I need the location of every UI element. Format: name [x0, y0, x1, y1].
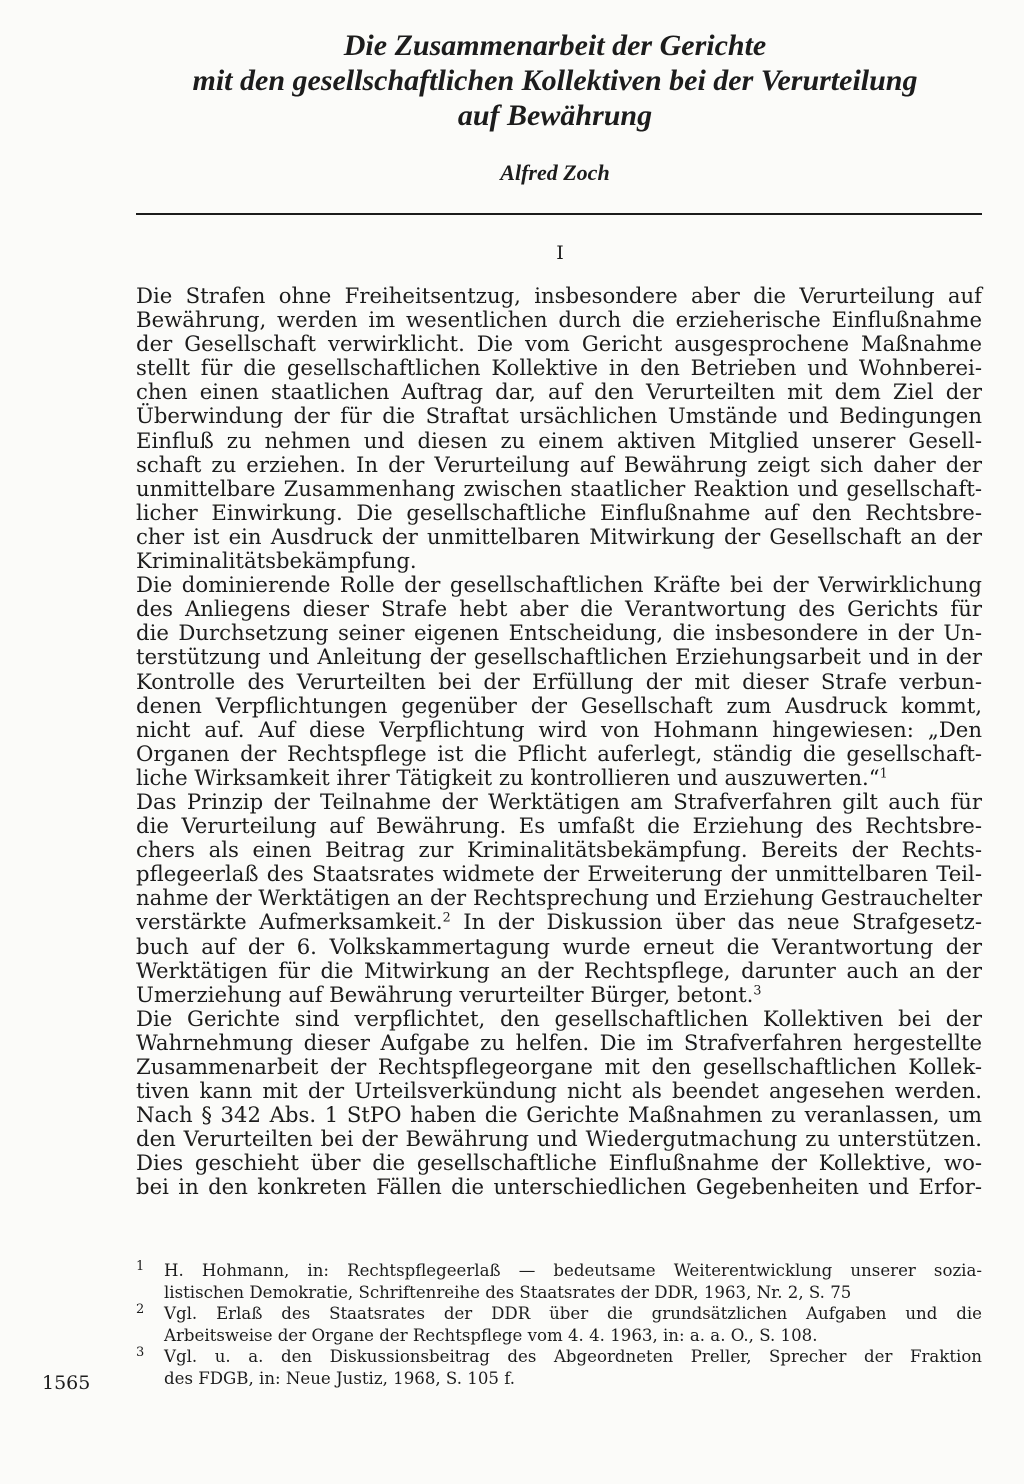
text-line: bei in den konkreten Fällen die unterschiedlichen Gegebenheiten und Erfor-	[136, 1174, 982, 1200]
text-line: die Verurteilung auf Bewährung. Es umfaßt die Erziehung des Rechtsbre-	[136, 813, 982, 839]
title-line: mit den gesellschaftlichen Kollektiven bei der Verurteilung	[192, 64, 918, 97]
footnotes	[136, 1260, 982, 1389]
footnote	[136, 1346, 982, 1389]
page-number: 1565	[42, 1372, 91, 1394]
author-name: Alfred Zoch	[500, 160, 610, 185]
text-line: chen einen staatlichen Auftrag dar, auf den Verurteilten mit dem Ziel der	[136, 379, 982, 405]
text-line: licher Einwirkung. Die gesellschaftliche Einflußnahme auf den Rechtsbre-	[136, 499, 982, 525]
footnote-line: Arbeitsweise der Organe der Rechtspflege vom 4. 4. 1963, in: a. a. O., S. 108.	[164, 1325, 818, 1345]
footnote-number: 1	[136, 1259, 145, 1274]
text-line: terstützung und Anleitung der gesellschaftlichen Erziehungsarbeit und in der	[136, 644, 982, 670]
footnote-line: listischen Demokratie, Schriftenreihe des Staatsrates der DDR, 1963, Nr. 2, S. 75	[164, 1282, 852, 1302]
footnote-line: Vgl. Erlaß des Staatsrates der DDR über die grundsätzlichen Aufgaben und die	[164, 1304, 982, 1323]
text-line: cher ist ein Ausdruck der unmittelbaren Mitwirkung der Gesellschaft an der	[136, 523, 982, 549]
text-line: Kriminalitätsbekämpfung.	[136, 548, 417, 574]
text-line	[136, 910, 982, 934]
text-line: chers als einen Beitrag zur Kriminalitätsbekämpfung. Bereits der Rechts-	[136, 837, 982, 863]
text-line: die Durchsetzung seiner eigenen Entscheidung, die insbesondere in der Un-	[136, 620, 982, 646]
text-line: tiven kann mit der Urteilsverkündung nicht als beendet angesehen werden.	[136, 1078, 982, 1104]
footnote-number: 3	[136, 1345, 145, 1360]
text-line: Wahrnehmung dieser Aufgabe zu helfen. Die im Strafverfahren hergestellte	[136, 1029, 982, 1055]
text-line	[136, 983, 982, 1007]
paragraph	[136, 284, 982, 573]
text-fragment: liche Wirksamkeit ihrer Tätigkeit zu kontrollieren und auszuwerten.“	[136, 764, 880, 790]
text-line: denen Verpflichtungen gegenüber der Gesellschaft zum Ausdruck kommt,	[136, 692, 982, 718]
text-line: Bewährung, werden im wesentlichen durch die erzieherische Einflußnahme	[136, 307, 982, 333]
footnote	[136, 1260, 982, 1303]
text-line: nicht auf. Auf diese Verpflichtung wird von Hohmann hingewiesen: „Den	[136, 716, 982, 742]
text-line: des Anliegens dieser Strafe hebt aber die Verantwortung des Gerichts für	[136, 596, 982, 622]
text-line: Einfluß zu nehmen und diesen zu einem aktiven Mitglied unserer Gesell-	[136, 427, 982, 453]
text-line: buch auf der 6. Volkskammertagung wurde erneut die Verantwortung der	[136, 933, 982, 959]
title-line: Die Zusammenarbeit der Gerichte	[343, 29, 767, 62]
text-line: stellt für die gesellschaftlichen Kollektive in den Betrieben und Wohnberei-	[136, 355, 982, 381]
paragraph	[136, 573, 982, 790]
text-fragment: verstärkte Aufmerksamkeit.	[136, 909, 443, 935]
footnote-line: H. Hohmann, in: Rechtspflegeerlaß — bedeutsame Weiterentwicklung unserer sozia-	[164, 1261, 982, 1280]
title-line: auf Bewährung	[457, 99, 653, 132]
footnote-marker[interactable]: 3	[753, 982, 762, 998]
text-line: Das Prinzip der Teilnahme der Werktätigen am Strafverfahren gilt auch für	[136, 788, 982, 814]
text-line: den Verurteilten bei der Bewährung und Wiedergutmachung zu unterstützen.	[136, 1126, 982, 1152]
footnote	[136, 1303, 982, 1346]
text-fragment: In der Diskussion über das neue Strafgesetz-	[450, 909, 982, 935]
footnote-marker[interactable]: 2	[442, 909, 451, 925]
text-line: unmittelbare Zusammenhang zwischen staatlicher Reaktion und gesellschaft-	[136, 475, 982, 501]
text-line: Zusammenarbeit der Rechtspflegeorgane mit den gesellschaftlichen Kollek-	[136, 1054, 982, 1079]
text-line: Die Strafen ohne Freiheitsentzug, insbesondere aber die Verurteilung auf	[136, 283, 982, 308]
text-line: der Gesellschaft verwirklicht. Die vom Gericht ausgesprochene Maßnahme	[136, 331, 982, 357]
article-title	[130, 28, 980, 133]
text-line: nahme der Werktätigen an der Rechtsprechung und Erziehung Gestrauchelter	[136, 885, 982, 911]
text-line: Werktätigen für die Mitwirkung an der Rechtspflege, darunter auch an der	[136, 957, 982, 983]
paragraph	[136, 790, 982, 1007]
text-line: pflegeerlaß des Staatsrates widmete der Erweiterung der unmittelbaren Teil-	[136, 861, 982, 887]
text-line: Dies geschieht über die gesellschaftliche Einflußnahme der Kollektive, wo-	[136, 1150, 982, 1176]
text-line: Nach § 342 Abs. 1 StPO haben die Gerichte Maßnahmen zu veranlassen, um	[136, 1102, 982, 1128]
text-line: schaft zu erziehen. In der Verurteilung auf Bewährung zeigt sich daher der	[136, 451, 982, 477]
footnote-number: 2	[136, 1302, 145, 1317]
article-body	[136, 284, 982, 1200]
section-number: I	[556, 242, 564, 264]
text-line: Kontrolle des Verurteilten bei der Erfüllung der mit dieser Strafe verbun-	[136, 668, 982, 694]
text-line: Organen der Rechtspflege ist die Pflicht auferlegt, ständig die gesellschaft-	[136, 740, 982, 766]
text-line: Die dominierende Rolle der gesellschaftlichen Kräfte bei der Verwirklichung	[136, 572, 982, 598]
text-line: Die Gerichte sind verpflichtet, den gesellschaftlichen Kollektiven bei der	[136, 1005, 982, 1031]
paragraph	[136, 1007, 982, 1200]
footnote-line: des FDGB, in: Neue Justiz, 1968, S. 105 f.	[164, 1368, 516, 1388]
footnote-marker[interactable]: 1	[879, 765, 888, 781]
text-line: Überwindung der für die Straftat ursächlichen Umstände und Bedingungen	[136, 403, 982, 429]
title-divider	[136, 213, 982, 215]
footnote-line: Vgl. u. a. den Diskussionsbeitrag des Abgeordneten Preller, Sprecher der Fraktion	[164, 1347, 982, 1366]
text-line	[136, 766, 982, 790]
text-fragment: Umerziehung auf Bewährung verurteilter Bürger, betont.	[136, 981, 754, 1007]
